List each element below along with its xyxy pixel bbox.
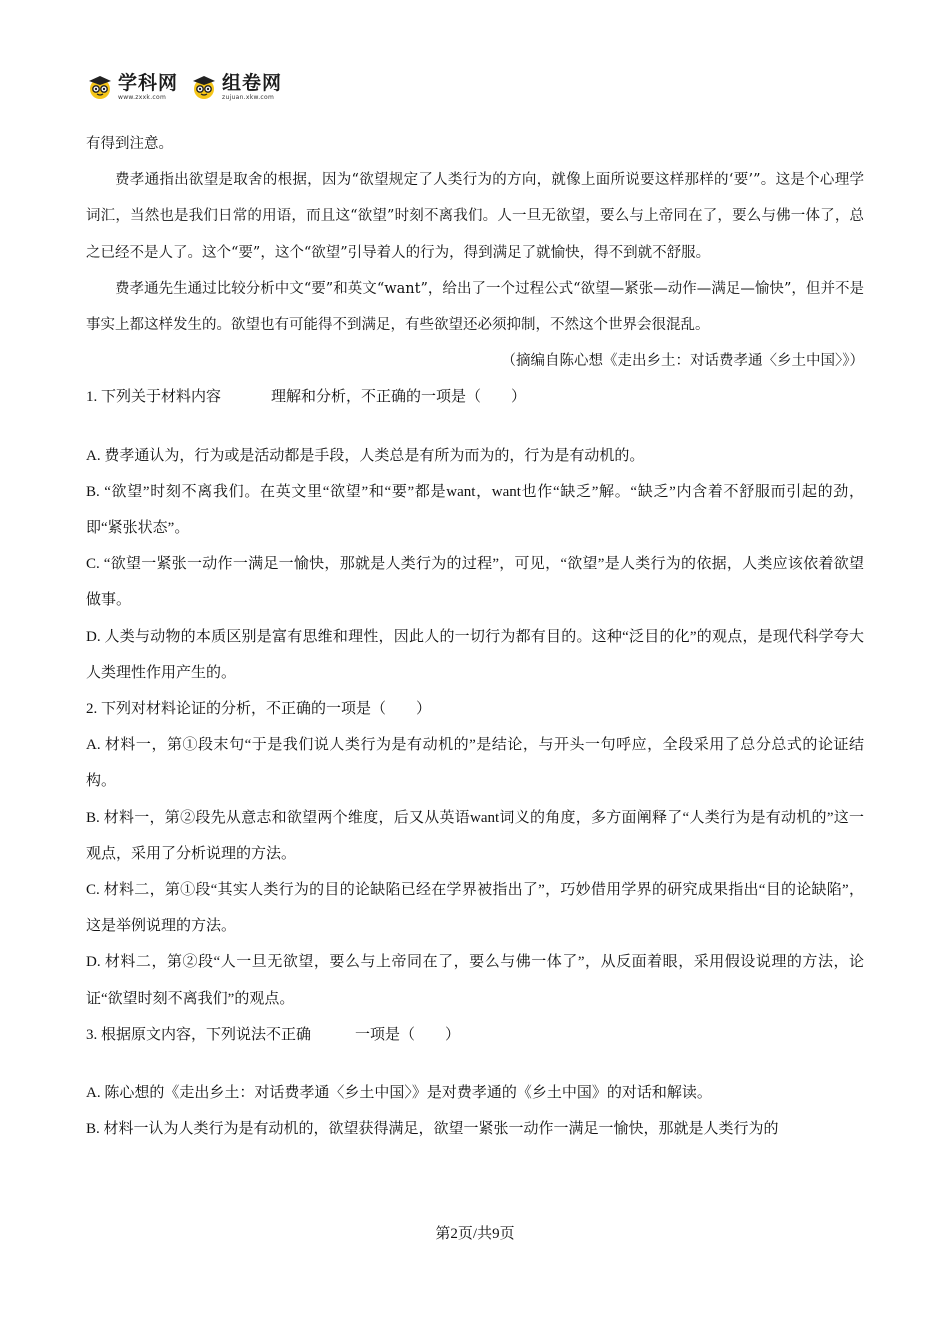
question-stem-part: 1. 下列关于材料内容 (86, 389, 222, 406)
question-stem (86, 1017, 864, 1053)
question-stem-part: 3. 根据原文内容，下列说法不正确 (86, 1026, 312, 1043)
logo-title: 学科网 (118, 71, 179, 94)
question-stem (86, 379, 864, 415)
option-d: D. 材料二，第②段“人一旦无欲望，要么与上帝同在了，要么与佛一体了”，从反面着眼，采用假设说理的方法，论证“欲望时刻不离我们”的观点。 (86, 954, 864, 1007)
question-stem-part: 一项是（ ） (355, 1026, 461, 1043)
option-b: B. 材料一，第②段先从意志和欲望两个维度，后又从英语want词义的角度，多方面阐释了“人类行为是有动机的”这一观点，采用了分析说理的方法。 (86, 809, 864, 862)
zujuan-logo (190, 73, 282, 101)
passage-paragraph: 有得到注意。 (86, 136, 173, 152)
option-b: B. 材料一认为人类行为是有动机的，欲望获得满足，欲望一紧张一动作一满足一愉快，那就是人类行为的 (86, 1121, 779, 1138)
option-c: C. “欲望一紧张一动作一满足一愉快，那就是人类行为的过程”，可见，“欲望”是人类行为的依据，人类应该依着欲望做事。 (86, 556, 864, 609)
zxxk-logo (86, 73, 178, 101)
logo-title: 组卷网 (222, 71, 283, 94)
option-d: D. 人类与动物的本质区别是富有思维和理性，因此人的一切行为都有目的。这种“泛目的化”的观点，是现代科学夸大人类理性作用产生的。 (86, 628, 864, 681)
question-stem-part: 理解和分析，不正确的一项是（ ） (271, 389, 527, 406)
option-b: B. “欲望”时刻不离我们。在英文里“欲望”和“要”都是want，want也作“缺乏”解。“缺乏”内含着不舒服而引起的劲，即“紧张状态”。 (86, 483, 864, 537)
mascot-icon (86, 73, 114, 101)
question-stem: 2. 下列对材料论证的分析，不正确的一项是（ ） (86, 701, 432, 718)
page-number: 第2页/共9页 (435, 1226, 515, 1242)
logo-url: www.zxxk.com (118, 93, 167, 101)
passage-source: （摘编自陈心想《走出乡土：对话费孝通〈乡土中国〉》） (501, 353, 864, 370)
document-body (86, 126, 864, 1147)
option-a: A. 材料一，第①段末句“于是我们说人类行为是有动机的”是结论，与开头一句呼应，全段采用了总分总式的论证结构。 (86, 737, 864, 790)
option-a: A. 陈心想的《走出乡土：对话费孝通〈乡土中国〉》是对费孝通的《乡土中国》的对话和解读。 (86, 1085, 712, 1102)
passage-paragraph: 费孝通先生通过比较分析中文“要”和英文“want”，给出了一个过程公式“欲望—紧张—动作—满足—愉快”，但并不是事实上都这样发生的。欲望也有可能得不到满足，有些欲望还必须抑制，不然这个世界会很混乱。 (86, 280, 864, 334)
passage-paragraph: 费孝通指出欲望是取舍的根据，因为“欲望规定了人类行为的方向，就像上面所说要这样那样的‘要’”。这是个心理学词汇，当然也是我们日常的用语，而且这“欲望”时刻不离我们。人一旦无欲望，要么与上帝同在了，要么与佛一体了，总之已经不是人了。这个“要”，这个“欲望”引导着人的行为，得到满足了就愉快，得不到就不舒服。 (86, 172, 864, 261)
option-a: A. 费孝通认为，行为或是活动都是手段，人类总是有所为而为的，行为是有动机的。 (86, 447, 645, 464)
mascot-icon (190, 73, 218, 101)
logo-url: zujuan.xkw.com (222, 93, 275, 101)
option-c: C. 材料二，第①段“其实人类行为的目的论缺陷已经在学界被指出了”，巧妙借用学界的研究成果指出“目的论缺陷”，这是举例说理的方法。 (86, 882, 864, 935)
page-header (86, 70, 282, 104)
